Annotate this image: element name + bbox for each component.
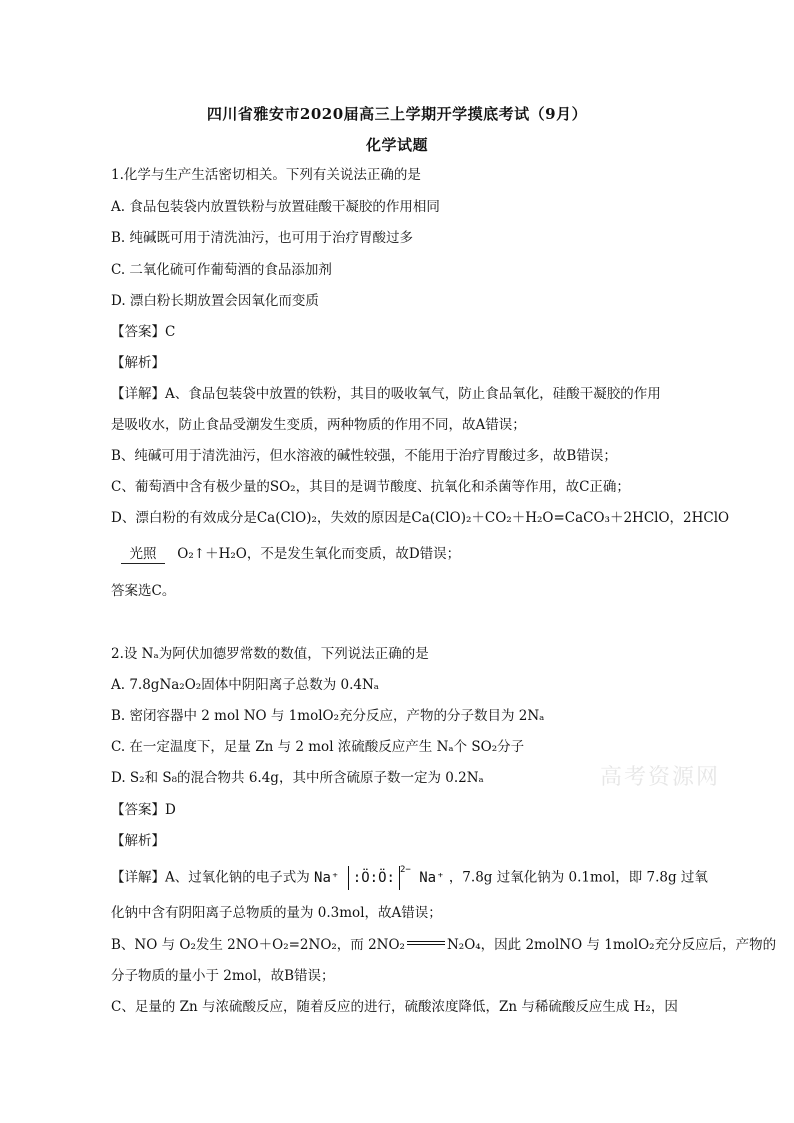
peroxide-bracket <box>348 866 400 890</box>
q2-detail-text: B、NO 与 O₂发生 2NO＋O₂=2NO₂，而 2NO₂ <box>111 937 405 953</box>
so2-formula: SO₂ <box>269 479 296 495</box>
formula: Ca(ClO)₂ <box>256 510 317 526</box>
q1-detail-text: ，失效的原因是 <box>316 510 412 526</box>
q2-detail-line-3 <box>111 936 777 954</box>
q2-detail-line-1 <box>111 865 708 890</box>
q2-detail-text: ，7.8g 过氧化钠为 0.1mol，即 7.8g 过氧 <box>448 869 708 886</box>
q1-option-b: B. 纯碱既可用于清洗油污，也可用于治疗胃酸过多 <box>111 230 414 246</box>
q1-answer: 【答案】C <box>111 324 176 340</box>
q1-detail-text: O₂↑＋H₂O，不是发生氧化而变质，故D错误； <box>177 546 461 562</box>
q1-stem: 1.化学与生产生活密切相关。下列有关说法正确的是 <box>111 167 421 183</box>
q2-detail-line-5: C、足量的 Zn 与浓硫酸反应，随着反应的进行，硫酸浓度降低，Zn 与稀硫酸反应生成 H₂，因 <box>111 999 678 1015</box>
q1-detail-line-6 <box>111 545 691 564</box>
reversible-arrow <box>407 941 445 945</box>
q1-detail-line-3: B、纯碱可用于清洗油污，但水溶液的碱性较强，不能用于治疗胃酸过多，故B错误； <box>111 448 617 464</box>
formula: Ca(ClO)₂＋CO₂＋H₂O=CaCO₃＋2HClO，2HClO <box>411 510 730 526</box>
watermark: 高考资源网 <box>600 765 721 790</box>
q2-detail-text: N₂O₄，因此 2molNO 与 1molO₂充分反应后，产物的 <box>446 937 777 953</box>
q1-detail-line-2: 是吸收水，防止食品受潮发生变质，两种物质的作用不同，故A错误； <box>111 417 526 433</box>
q2-stem: 2.设 Nₐ为阿伏加德罗常数的数值，下列说法正确的是 <box>111 646 429 662</box>
q2-option-b: B. 密闭容器中 2 mol NO 与 1molO₂充分反应，产物的分子数目为 2Nₐ <box>111 708 545 724</box>
q2-detail-line-2: 化钠中含有阴阳离子总物质的量为 0.3mol，故A错误； <box>111 905 442 921</box>
exam-subtitle: 化学试题 <box>365 136 428 154</box>
q2-option-d: D. S₂和 S₈的混合物共 6.4g，其中所含硫原子数一定为 0.2Nₐ <box>111 770 484 786</box>
q2-detail-text: 【详解】A、过氧化钠的电子式为 <box>111 869 310 886</box>
ion-charge: 2− <box>399 865 411 875</box>
peroxide-dots: :Ö:Ö: <box>352 870 395 886</box>
q2-option-c: C. 在一定温度下，足量 Zn 与 2 mol 浓硫酸反应产生 Nₐ个 SO₂分子 <box>111 739 525 755</box>
q1-option-a: A. 食品包装袋内放置铁粉与放置硅酸干凝胶的作用相同 <box>111 199 440 215</box>
q2-detail-line-4: 分子物质的量小于 2mol，故B错误； <box>111 968 335 984</box>
q1-detail-text: ，其目的是调节酸度、抗氧化和杀菌等作用，故C正确； <box>295 479 630 495</box>
q2-answer: 【答案】D <box>111 802 176 818</box>
exam-title: 四川省雅安市2020届高三上学期开学摸底考试（9月） <box>206 105 588 123</box>
q1-detail-line-4 <box>111 478 691 496</box>
q1-detail-line-5 <box>111 509 730 527</box>
sodium-ion: Na⁺ <box>314 870 340 886</box>
q1-option-c: C. 二氧化硫可作葡萄酒的食品添加剂 <box>111 262 332 278</box>
electron-formula <box>314 866 444 890</box>
q2-option-a: A. 7.8gNa₂O₂固体中阴阳离子总数为 0.4Nₐ <box>111 677 379 693</box>
sodium-ion: Na⁺ <box>419 870 445 886</box>
q1-choice: 答案选C。 <box>111 583 176 599</box>
q1-analysis-heading: 【解析】 <box>111 355 165 371</box>
reaction-condition-light: 光照 <box>121 545 165 564</box>
q1-option-d: D. 漂白粉长期放置会因氧化而变质 <box>111 293 319 309</box>
q1-detail-line-1: 【详解】A、食品包装袋中放置的铁粉，其目的吸收氧气，防止食品氧化，硅酸干凝胶的作用 <box>111 386 661 402</box>
q1-detail-text: C、葡萄酒中含有极少量的 <box>111 479 270 495</box>
q2-analysis-heading: 【解析】 <box>111 833 165 849</box>
q1-detail-text: D、漂白粉的有效成分是 <box>111 510 257 526</box>
